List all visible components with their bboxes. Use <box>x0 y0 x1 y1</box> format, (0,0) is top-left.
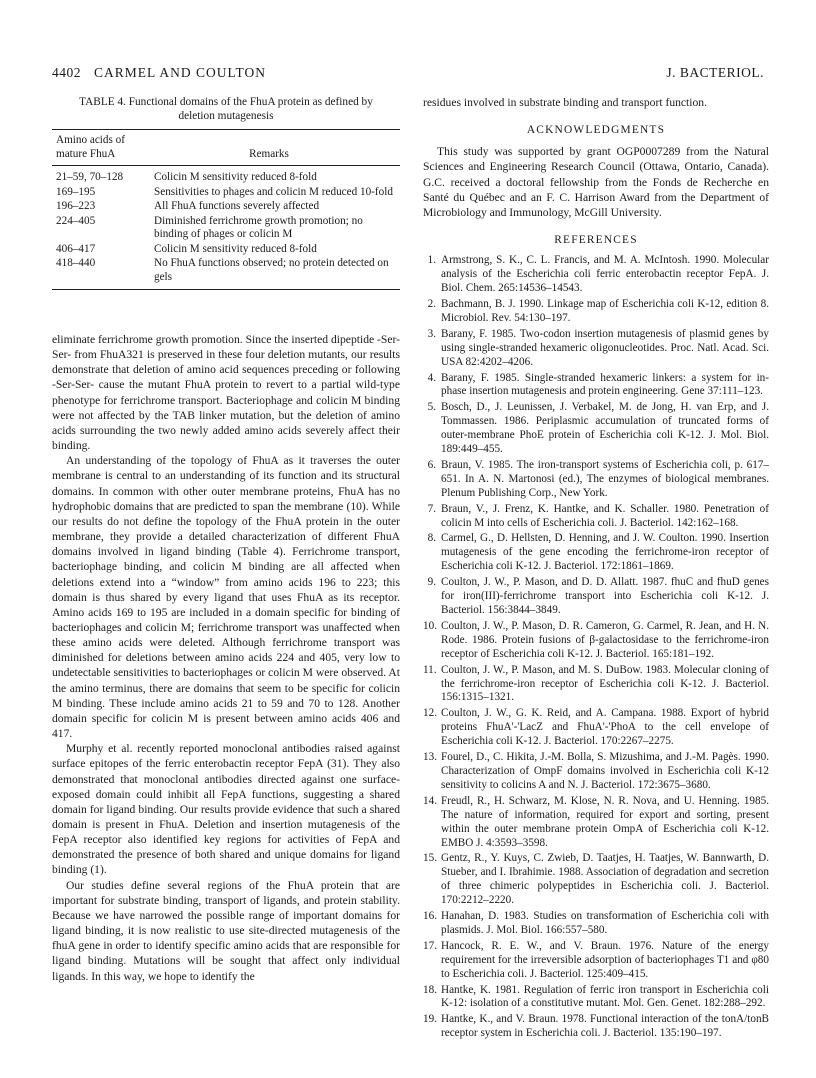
reference-text: Freudl, R., H. Schwarz, M. Klose, N. R. Nova, and U. Henning. 1985. The nature of information, required for export and sorting, present within the outer membrane protein OmpA of Escherichia coli K-12. EMBO J. 4:3593–3598. <box>441 794 769 849</box>
reference-text: Bosch, D., J. Leunissen, J. Verbakel, M. de Jong, H. van Erp, and J. Tommassen. 1986. Periplasmic accumulation of truncated forms of outer-membrane PhoE protein of Escherichia coli K-12. J. Mol. Biol. 189:449–455. <box>441 401 769 456</box>
reference-text: Fourel, D., C. Hikita, J.-M. Bolla, S. Mizushima, and J.-M. Pagès. 1990. Characterization of OmpF domains involved in Escherichia coli K-12 sensitivity to colicins A and N. J. Bacteriol. 172:3675–3680. <box>441 751 769 791</box>
reference-text: Carmel, G., D. Hellsten, D. Henning, and J. W. Coulton. 1990. Insertion mutagenesis of the gene encoding the ferrichrome-iron receptor of Escherichia coli K-12. J. Bacteriol. 172:1861–1869. <box>441 532 769 573</box>
reference-text: Hantke, K. 1981. Regulation of ferric iron transport in Escherichia coli K-12: isolation of a constitutive mutant. Mol. Gen. Genet. 182:288–292. <box>441 983 769 1010</box>
reference-item <box>423 372 769 400</box>
reference-text: Coulton, J. W., P. Mason, and D. D. Allatt. 1987. fhuC and fhuD genes for iron(III)-ferrichrome transport into Escherichia coli K-12. J. Bacteriol. 156:3844–3849. <box>441 576 769 616</box>
table-cell-amino-acids: 21–59, 70–128 <box>56 171 124 183</box>
reference-item <box>423 401 769 457</box>
reference-item <box>423 328 769 370</box>
reference-text: Hancock, R. E. W., and V. Braun. 1976. Nature of the energy requirement for the irreversible adsorption of bacteriophages T1 and φ80 to Escherichia coli. J. Bacteriol. 125:409–415. <box>441 939 769 980</box>
acknowledgments-text: This study was supported by grant OGP0007289 from the Natural Sciences and Engineering Research Council (Ottawa, Ontario, Canada). G.C. received a doctoral fellowship from the Fonds de Recherche en Santé du Québec and an F. C. Harrison Award from the Department of Microbiology and Immunology, McGill University. <box>423 145 769 219</box>
references-heading: REFERENCES <box>554 234 638 247</box>
reference-item <box>423 707 769 749</box>
reference-item <box>423 910 769 938</box>
table-row <box>52 166 400 186</box>
reference-text: Coulton, J. W., P. Mason, and M. S. DuBow. 1983. Molecular cloning of the ferrichrome-iron receptor of Escherichia coli K-12. J. Bacteriol. 156:1315–1321. <box>441 663 769 704</box>
reference-number: 16. <box>423 910 437 923</box>
reference-number: 6. <box>427 458 436 471</box>
reference-number: 18. <box>423 983 437 996</box>
page-number: 4402 <box>52 65 81 80</box>
body-paragraph: Our studies define several regions of the FhuA protein that are important for substrate binding, transport of ligands, and protein stability. Because we have narrowed the possible range of important domains for ligand binding, it is now realistic to use site-directed mutagenesis of the fhuA gene in order to identify specific amino acids that are responsible for ligand binding. Mutations will be sought that affect only individual ligands. In this way, we hope to identify the <box>52 878 400 983</box>
table-row <box>52 215 400 243</box>
left-column <box>52 95 400 984</box>
reference-number: 4. <box>427 371 436 384</box>
table-cell-remark: Colicin M sensitivity reduced 8-fold <box>154 171 317 183</box>
table-row <box>52 200 400 215</box>
acknowledgments-heading: ACKNOWLEDGMENTS <box>526 124 666 137</box>
reference-item <box>423 503 769 531</box>
table-row <box>52 243 400 258</box>
body-paragraph-continued: residues involved in substrate binding and transport function. <box>423 96 707 109</box>
reference-number: 5. <box>427 401 436 414</box>
table-cell-amino-acids: 418–440 <box>52 257 136 290</box>
table-cell-remark: Diminished ferrichrome growth promotion; no binding of phages or colicin M <box>154 214 363 240</box>
table-cell-remark: No FhuA functions observed; no protein detected on gels <box>136 257 400 290</box>
table-row <box>52 257 400 290</box>
reference-number: 10. <box>423 619 437 632</box>
reference-number: 13. <box>423 751 437 764</box>
reference-number: 14. <box>423 794 437 807</box>
table-cell-amino-acids: 406–417 <box>56 242 96 255</box>
reference-item <box>423 576 769 618</box>
reference-item <box>423 984 769 1012</box>
reference-item <box>423 664 769 706</box>
table-row <box>52 186 400 201</box>
running-header <box>52 65 764 85</box>
reference-text: Bachmann, B. J. 1990. Linkage map of Escherichia coli K-12, edition 8. Microbiol. Rev. 54:130–197. <box>441 297 769 324</box>
reference-number: 17. <box>423 939 437 952</box>
reference-number: 1. <box>427 254 436 267</box>
reference-number: 8. <box>427 532 436 545</box>
reference-item <box>423 298 769 326</box>
reference-text: Braun, V. 1985. The iron-transport systems of Escherichia coli, p. 617–651. In A. N. Martonosi (ed.), The enzymes of biological membranes. Plenum Publishing Corp., New York. <box>441 458 769 499</box>
reference-text: Coulton, J. W., G. K. Reid, and A. Campana. 1988. Export of hybrid proteins FhuA'-'LacZ and FhuA'-'PhoA to the cell envelope of Escherichia coli K-12. J. Bacteriol. 170:2267–2275. <box>441 707 769 748</box>
reference-number: 7. <box>427 502 436 515</box>
reference-text: Barany, F. 1985. Two-codon insertion mutagenesis of plasmid genes by using single-stranded hexameric oligonucleotides. Proc. Natl. Acad. Sci. USA 82:4202–4206. <box>441 327 769 368</box>
body-paragraph: Murphy et al. recently reported monoclonal antibodies raised against surface epitopes of the ferric enterobactin receptor FepA (31). They also demonstrated that monoclonal antibodies directed against one surface-exposed domain could inhibit all FepA functions, suggesting a shared domain for ligand binding. Our results provide evidence that such a shared domain is present in FhuA. Deletion and insertion mutagenesis of the FepA receptor also identified key regions for activities of FepA and demonstrated the presence of both shared and unique domains for ligand binding (1). <box>52 742 400 877</box>
reference-list <box>423 254 769 1041</box>
reference-text: Gentz, R., Y. Kuys, C. Zwieb, D. Taatjes, H. Taatjes, W. Bannwarth, D. Stueber, and I. Ibrahimie. 1988. Association of degradation and secretion of three chimeric polypeptides in Escherichia coli. J. Bacteriol. 170:2212–2220. <box>441 852 769 907</box>
reference-item <box>423 940 769 982</box>
journal-name: J. BACTERIOL. <box>666 65 764 80</box>
reference-item <box>423 459 769 501</box>
body-paragraph: eliminate ferrichrome growth promotion. Since the inserted dipeptide -Ser-Ser- from FhuA321 is preserved in these four deletion mutants, our results demonstrate that deletion of amino acid sequences preceding or following -Ser-Ser- cause the mutant FhuA protein to revert to a partial wild-type phenotype for ferrichrome transport. Bacteriophage and colicin M binding were not affected by the TAB linker mutation, but the deletion of amino acids surrounding the two newly added amino acids severely affect their binding. <box>52 333 400 453</box>
table-caption: TABLE 4. Functional domains of the FhuA protein as defined by deletion mutagenesis <box>79 96 373 122</box>
reference-text: Barany, F. 1985. Single-stranded hexameric linkers: a system for in-phase insertion mutagenesis and protein engineering. Gene 37:111–123. <box>441 371 769 398</box>
table-cell-amino-acids: 169–195 <box>56 185 96 198</box>
reference-item <box>423 532 769 574</box>
reference-item <box>423 1013 769 1041</box>
reference-number: 2. <box>427 297 436 310</box>
reference-number: 11. <box>423 663 437 676</box>
table-cell-remark: Sensitivities to phages and colicin M reduced 10-fold <box>154 185 393 198</box>
right-column <box>423 95 769 1043</box>
reference-item <box>423 852 769 908</box>
table-cell-amino-acids: 196–223 <box>56 200 96 212</box>
body-paragraph: An understanding of the topology of FhuA as it traverses the outer membrane is central to an understanding of its function and its structural domains. In common with other outer membrane proteins, FhuA has no hydrophobic domains that are predicted to span the membrane (10). While our results do not define the topology of the FhuA protein in the outer membrane, they provide a detailed characterization of different FhuA domains involved in ligand binding (Table 4). Ferrichrome transport, bacteriophage binding, and colicin M binding are all affected when deletions extend into a “window” from amino acids 196 to 223; this domain is thus shared by every ligand that uses FhuA as its receptor. Amino acids 169 to 195 are included in a domain specific for binding of bacteriophages and colicin M; ferrichrome transport was unaffected when these amino acids were deleted. Although ferrichrome transport was diminished for deletions between amino acids 224 and 405, very low to undetectable sensitivities to bacteriophages or colicin M were observed. At the amino terminus, there are domains that seem to be specific for colicin M binding. These include amino acids 21 to 59 and 70 to 128. Another domain specific for colicin M is present between amino acids 406 and 417. <box>52 454 400 741</box>
running-authors: CARMEL AND COULTON <box>94 65 267 80</box>
table-cell-remark: Colicin M sensitivity reduced 8-fold <box>154 242 317 255</box>
table-cell-amino-acids: 224–405 <box>56 214 96 227</box>
reference-number: 9. <box>427 576 436 589</box>
table-header-amino-acids: Amino acids of mature FhuA <box>52 130 136 166</box>
reference-item <box>423 620 769 662</box>
reference-item <box>423 751 769 793</box>
reference-text: Braun, V., J. Frenz, K. Hantke, and K. Schaller. 1980. Penetration of colicin M into cells of Escherichia coli. J. Bacteriol. 142:162–168. <box>441 502 769 529</box>
reference-text: Hantke, K., and V. Braun. 1978. Functional interaction of the tonA/tonB receptor system in Escherichia coli. J. Bacteriol. 135:190–197. <box>441 1013 769 1040</box>
functional-domains-table <box>52 129 400 290</box>
table-cell-remark: All FhuA functions severely affected <box>154 200 320 212</box>
reference-item <box>423 254 769 296</box>
reference-text: Hanahan, D. 1983. Studies on transformation of Escherichia coli with plasmids. J. Mol. Biol. 166:557–580. <box>441 910 769 936</box>
reference-number: 15. <box>423 852 437 865</box>
reference-number: 19. <box>423 1013 437 1026</box>
reference-number: 12. <box>423 707 437 720</box>
table-header-remarks: Remarks <box>136 130 400 166</box>
reference-item <box>423 795 769 851</box>
reference-text: Coulton, J. W., P. Mason, D. R. Cameron, G. Carmel, R. Jean, and H. N. Rode. 1986. Protein fusions of β-galactosidase to the ferrichrome-iron receptor of Escherichia coli K-12. J. Bacteriol. 165:181–192. <box>441 619 769 660</box>
reference-number: 3. <box>427 327 436 340</box>
reference-text: Armstrong, S. K., C. L. Francis, and M. A. McIntosh. 1990. Molecular analysis of the Escherichia coli ferric enterobactin receptor FepA. J. Biol. Chem. 265:14536–14543. <box>441 254 769 295</box>
